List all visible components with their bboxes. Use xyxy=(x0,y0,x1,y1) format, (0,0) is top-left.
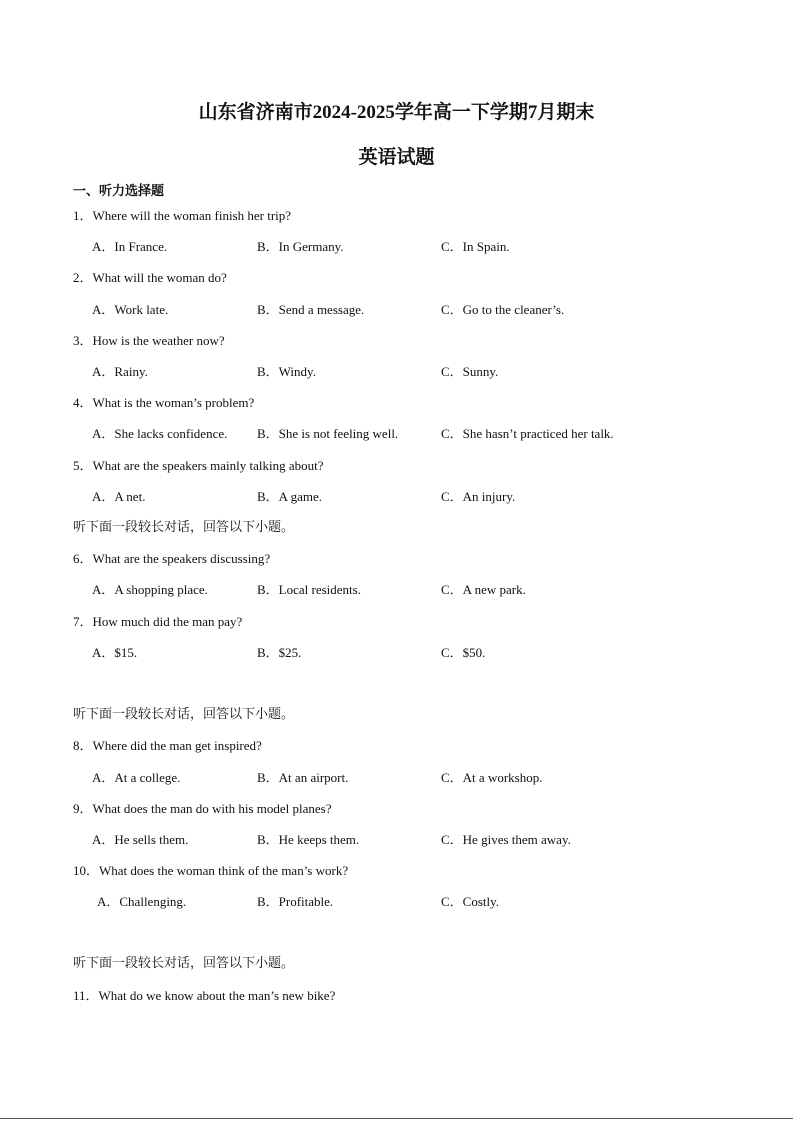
option-8a: A．At a college. xyxy=(92,770,181,785)
question-8: 8．Where did the man get inspired? xyxy=(73,738,262,753)
option-1a: A．In France. xyxy=(92,239,168,254)
question-11: 11．What do we know about the man’s new bike? xyxy=(73,988,336,1003)
option-5c: C．An injury. xyxy=(441,489,516,504)
question-2: 2．What will the woman do? xyxy=(73,270,227,285)
option-9c: C．He gives them away. xyxy=(441,832,571,847)
instruction-1: 听下面一段较长对话，回答以下小题。 xyxy=(73,519,295,534)
question-1: 1．Where will the woman finish her trip? xyxy=(73,208,292,223)
option-7b: B．$25. xyxy=(257,645,302,660)
instruction-3: 听下面一段较长对话，回答以下小题。 xyxy=(73,955,295,970)
question-9: 9．What does the man do with his model planes? xyxy=(73,801,332,816)
option-2c: C．Go to the cleaner’s. xyxy=(441,302,565,317)
option-8b: B．At an airport. xyxy=(257,770,349,785)
option-10c: C．Costly. xyxy=(441,894,500,909)
title-line-2: 英语试题 xyxy=(358,147,435,168)
option-6b: B．Local residents. xyxy=(257,582,361,597)
option-5a: A．A net. xyxy=(92,489,146,504)
page-bottom-rule xyxy=(0,1118,793,1119)
question-6: 6．What are the speakers discussing? xyxy=(73,551,271,566)
option-4c: C．She hasn’t practiced her talk. xyxy=(441,426,614,441)
section-heading: 一、听力选择题 xyxy=(73,183,165,198)
option-8c: C．At a workshop. xyxy=(441,770,543,785)
option-1c: C．In Spain. xyxy=(441,239,510,254)
option-6c: C．A new park. xyxy=(441,582,526,597)
option-10a: A．Challenging. xyxy=(97,894,187,909)
option-3a: A．Rainy. xyxy=(92,364,148,379)
option-7a: A．$15. xyxy=(92,645,138,660)
question-10: 10．What does the woman think of the man’s work? xyxy=(73,863,349,878)
question-3: 3．How is the weather now? xyxy=(73,333,225,348)
question-7: 7．How much did the man pay? xyxy=(73,614,243,629)
option-2a: A．Work late. xyxy=(92,302,169,317)
option-6a: A．A shopping place. xyxy=(92,582,208,597)
option-9a: A．He sells them. xyxy=(92,832,189,847)
option-1b: B．In Germany. xyxy=(257,239,344,254)
option-2b: B．Send a message. xyxy=(257,302,365,317)
option-3b: B．Windy. xyxy=(257,364,316,379)
question-5: 5．What are the speakers mainly talking about? xyxy=(73,458,324,473)
option-4b: B．She is not feeling well. xyxy=(257,426,399,441)
option-7c: C．$50. xyxy=(441,645,486,660)
option-4a: A．She lacks confidence. xyxy=(92,426,228,441)
question-4: 4．What is the woman’s problem? xyxy=(73,395,255,410)
instruction-2: 听下面一段较长对话，回答以下小题。 xyxy=(73,706,295,721)
option-3c: C．Sunny. xyxy=(441,364,499,379)
option-10b: B．Profitable. xyxy=(257,894,334,909)
option-5b: B．A game. xyxy=(257,489,322,504)
title-line-1: 山东省济南市2024-2025学年高一下学期7月期末 xyxy=(198,102,595,123)
option-9b: B．He keeps them. xyxy=(257,832,360,847)
